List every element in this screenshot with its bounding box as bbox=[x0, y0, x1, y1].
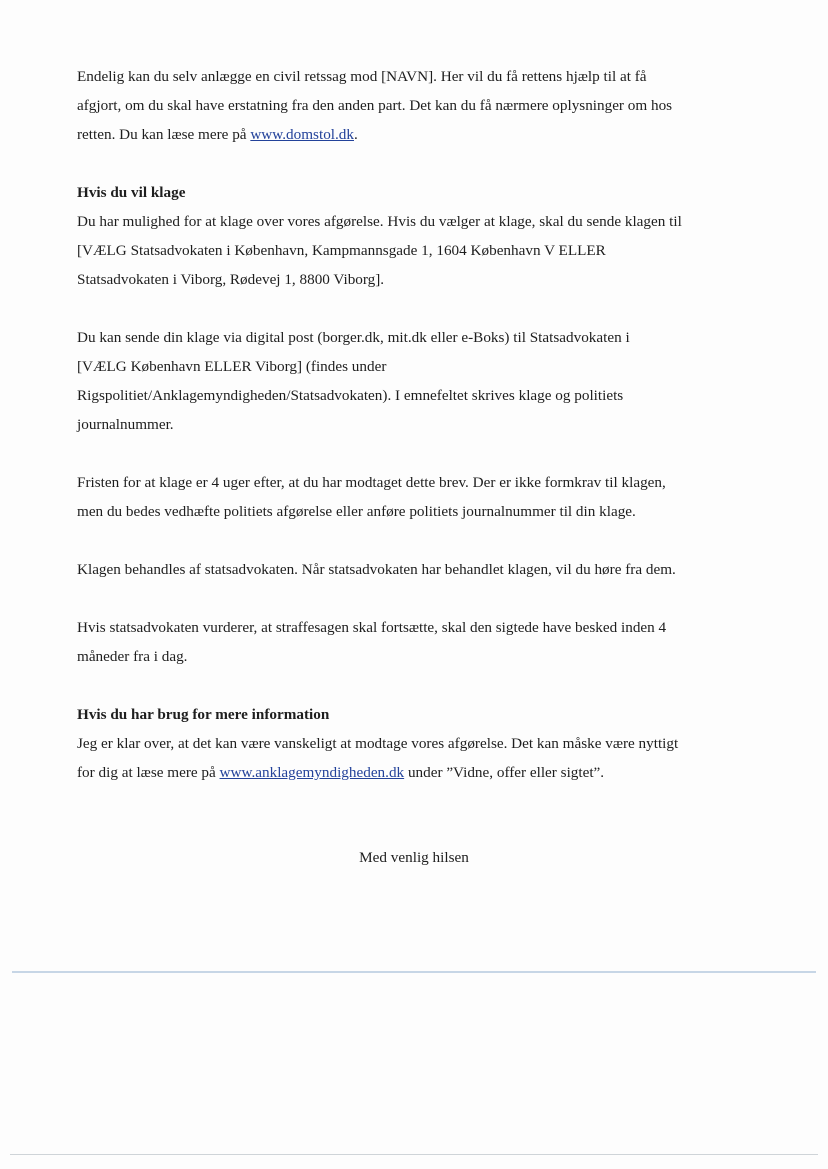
text-line: afgjort, om du skal have erstatning fra den anden part. Det kan du få nærmere oplysninger om hos bbox=[77, 97, 673, 114]
text-line: Du kan sende din klage via digital post (borger.dk, mit.dk eller e-Boks) til Statsadvokaten i bbox=[77, 329, 630, 346]
complaint-section bbox=[77, 178, 757, 294]
continuation-paragraph bbox=[77, 613, 757, 671]
civil-lawsuit-paragraph bbox=[77, 62, 757, 149]
text-line bbox=[77, 120, 757, 149]
information-heading: Hvis du har brug for mere information bbox=[77, 706, 330, 723]
text-line: men du bedes vedhæfte politiets afgørelse eller anføre politiets journalnummer til din klage. bbox=[77, 503, 636, 520]
text-line: Jeg er klar over, at det kan være vanskeligt at modtage vores afgørelse. Det kan måske være nyttigt bbox=[77, 735, 679, 752]
handling-paragraph bbox=[77, 555, 757, 584]
text-fragment: for dig at læse mere på bbox=[77, 764, 220, 781]
text-fragment: under ”Vidne, offer eller sigtet”. bbox=[404, 764, 605, 781]
deadline-paragraph bbox=[77, 468, 757, 526]
information-section bbox=[77, 700, 757, 787]
text-line: journalnummer. bbox=[77, 416, 174, 433]
text-line: Hvis statsadvokaten vurderer, at straffesagen skal fortsætte, skal den sigtede have besked inden 4 bbox=[77, 619, 667, 636]
text-line: Fristen for at klage er 4 uger efter, at du har modtaget dette brev. Der er ikke formkrav til klagen, bbox=[77, 474, 666, 491]
text-line: måneder fra i dag. bbox=[77, 648, 188, 665]
digital-post-paragraph bbox=[77, 323, 757, 439]
text-fragment: retten. Du kan læse mere på bbox=[77, 126, 251, 143]
closing-greeting: Med venlig hilsen bbox=[359, 849, 469, 866]
text-fragment: . bbox=[354, 126, 358, 143]
text-line bbox=[77, 758, 757, 787]
text-line: Statsadvokaten i Viborg, Rødevej 1, 8800 Viborg]. bbox=[77, 271, 385, 288]
anklagemyndigheden-link[interactable]: www.anklagemyndigheden.dk bbox=[219, 764, 405, 781]
text-line: Klagen behandles af statsadvokaten. Når statsadvokaten har behandlet klagen, vil du høre fra dem. bbox=[77, 561, 676, 578]
text-line: [VÆLG Statsadvokaten i København, Kampmannsgade 1, 1604 København V ELLER bbox=[77, 242, 606, 259]
complaint-heading: Hvis du vil klage bbox=[77, 184, 186, 201]
letter-body bbox=[77, 62, 757, 816]
text-line: Du har mulighed for at klage over vores afgørelse. Hvis du vælger at klage, skal du sende klagen til bbox=[77, 213, 682, 230]
page-bottom-edge bbox=[10, 1154, 818, 1155]
text-line: [VÆLG København ELLER Viborg] (findes under bbox=[77, 358, 387, 375]
text-line: Rigspolitiet/Anklagemyndigheden/Statsadvokaten). I emnefeltet skrives klage og politiets bbox=[77, 387, 624, 404]
text-line: Endelig kan du selv anlægge en civil retssag mod [NAVN]. Her vil du få rettens hjælp til at få bbox=[77, 68, 647, 85]
domstol-link[interactable]: www.domstol.dk bbox=[250, 126, 354, 143]
page-fold-divider bbox=[12, 971, 816, 973]
